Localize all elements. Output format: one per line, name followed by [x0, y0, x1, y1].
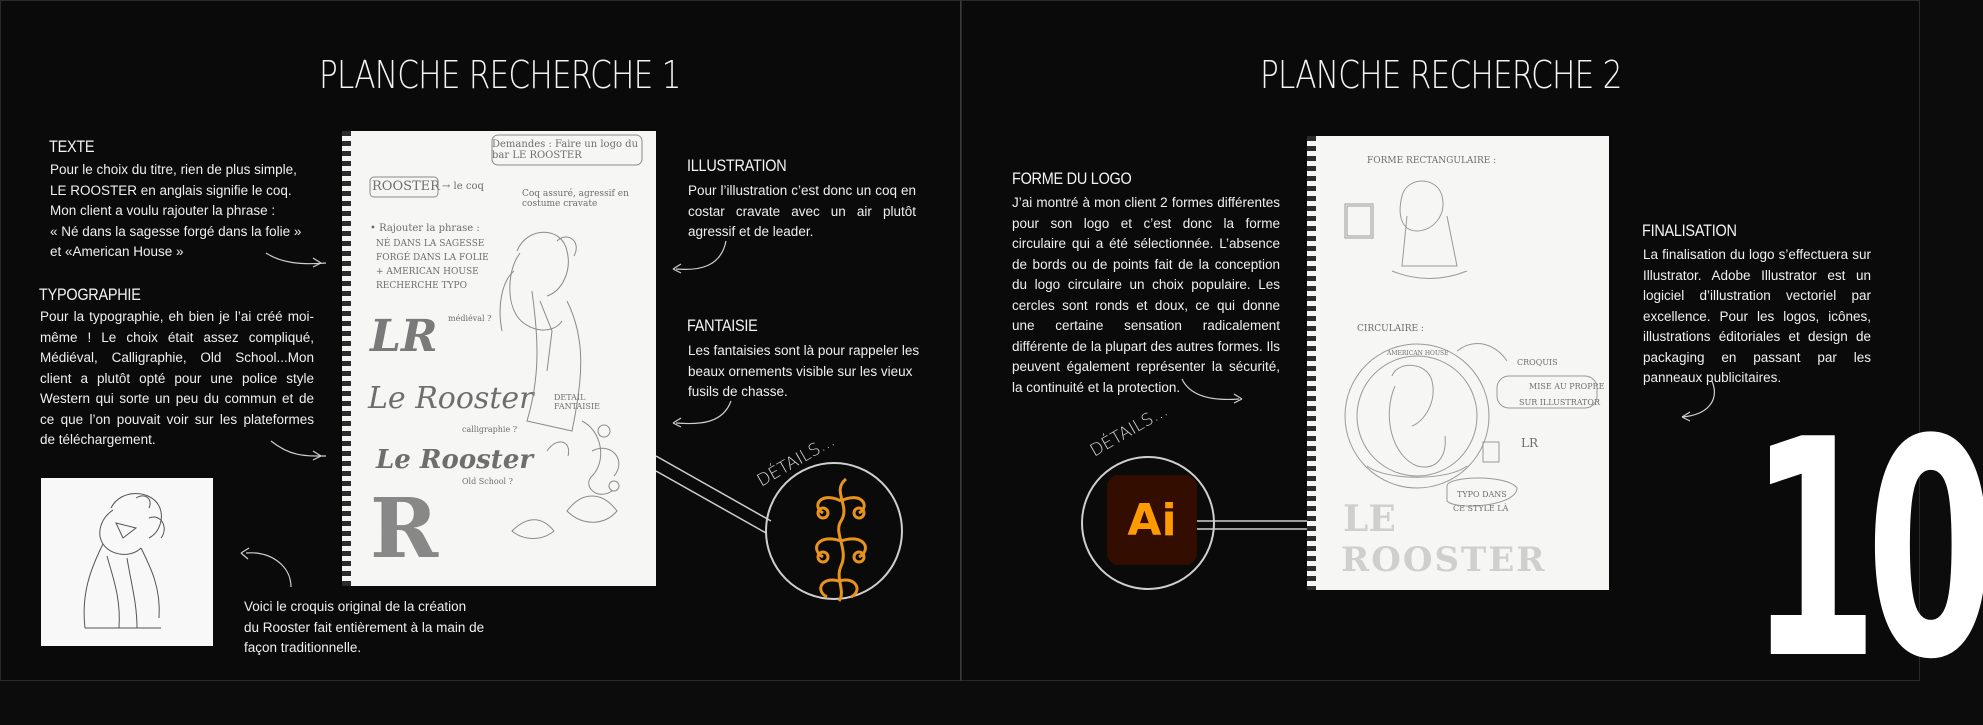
illustrator-logo-icon: Ai	[1107, 475, 1197, 565]
details-label: DÉTAILS...	[1086, 400, 1172, 462]
sketch-phrase-line: FORGÉ DANS LA FOLIE	[376, 253, 489, 263]
forme-heading: FORME DU LOGO	[1012, 169, 1132, 188]
sketch-detail-fantaisie: DETAIL FANTAISIE	[554, 393, 600, 411]
fantaisie-heading: FANTAISIE	[687, 316, 758, 335]
typographie-body: Pour la typographie, eh bien je l’ai créé moi-même ! Le choix était assez compliqué, Médiéval, Calligraphie, Old School...Mon client a plutôt opté pour une police style Western qui sorte un peu du commun et de ce que l’on pouvait voir sur les plateformes de téléchargement.	[40, 309, 314, 447]
sketch-rooster: ROOSTER	[372, 179, 440, 194]
page-number	[1749, 376, 1983, 725]
sketch-note: Demandes : Faire un logo du bar LE ROOSTER	[492, 139, 639, 161]
page-right	[961, 0, 1983, 725]
sketch-mise: MISE AU PROPRE	[1529, 382, 1605, 391]
magnifier-handle	[656, 456, 771, 533]
sketch-phrase-line: RECHERCHE TYPO	[376, 281, 467, 291]
details-label: DÉTAILS...	[753, 430, 839, 492]
sketch-phrase-line: NÉ DANS LA SAGESSE	[376, 239, 485, 249]
page1-connectors	[1, 1, 962, 682]
sketch-r: R	[370, 481, 439, 577]
texte-line: Pour le choix du titre, rien de plus simple,	[50, 162, 297, 177]
illustration-heading: ILLUSTRATION	[687, 156, 787, 175]
sketch-rect: FORME RECTANGULAIRE :	[1367, 156, 1497, 166]
page-title: PLANCHE RECHERCHE 1	[319, 53, 681, 97]
sketch-phrase-title: • Rajouter la phrase :	[370, 223, 480, 234]
page-title: PLANCHE RECHERCHE 2	[1260, 53, 1622, 97]
finalisation-body: La finalisation du logo s’effectuera sur Illustrator. Adobe Illustrator est un logiciel d’illustration vectoriel par excellence. Pour les logos, icônes, illustrations éditoriales et design de packaging en passant par les panneaux publicitaires.	[1643, 247, 1871, 385]
sketch-le-rooster-2: Le Rooster	[376, 445, 534, 475]
sketch-old-school: Old School ?	[462, 477, 513, 486]
forme-body: J’ai montré à mon client 2 formes différentes pour son logo et c’est donc la forme circulaire qui a été sélectionnée. L’absence de bords ou de points fait de la conception du logo circulaire un choix populaire. Les cercles sont ronds et doux, ce qui donne une certaine sensation radicalement différente de la plupart des autres formes. Ils peuvent également représenter la sécurité, la continuité et la protection.	[1012, 195, 1280, 395]
sketch-coq-note: Coq assuré, agressif en costume cravate	[522, 189, 629, 209]
sketch-lr: LR	[1521, 436, 1539, 450]
fantaisie-body: Les fantaisies sont là pour rappeler les beaux ornements visible sur les vieux fusils de chasse.	[688, 343, 920, 399]
arrow-fantaisie	[676, 401, 731, 424]
illustration-body: Pour l’illustration c’est donc un coq en costar cravate avec un air plutôt agressif et de leader.	[688, 183, 916, 239]
sketch-le-rooster-1: Le Rooster	[368, 381, 534, 416]
arrow-croquis	[246, 553, 291, 587]
sketch-croquis: CROQUIS	[1517, 358, 1558, 367]
sketch-phrase-line: + AMERICAN HOUSE	[376, 267, 479, 277]
page-left	[0, 0, 961, 681]
typographie-heading: TYPOGRAPHIE	[39, 285, 141, 304]
sketch-medieval: médiéval ?	[448, 314, 492, 323]
magnifier-handle	[1190, 521, 1307, 529]
arrow-forme	[1182, 379, 1239, 399]
texte-line: « Né dans la sagesse forgé dans la folie »	[50, 223, 302, 239]
sketch-coq: → le coq	[442, 181, 484, 192]
sketch-circ: CIRCULAIRE :	[1357, 324, 1424, 334]
sketch-sur: SUR ILLUSTRATOR	[1519, 398, 1600, 407]
croquis-line: du Rooster fait entièrement à la main de	[244, 619, 485, 635]
sketch-style: CE STYLE LÀ	[1453, 504, 1509, 513]
texte-line: LE ROOSTER en anglais signifie le coq.	[50, 182, 292, 198]
sketch-ah: AMERICAN HOUSE	[1387, 350, 1449, 357]
croquis-line: Voici le croquis original de la création	[244, 599, 467, 614]
croquis-line: façon traditionnelle.	[244, 640, 362, 655]
ornament-detail	[817, 479, 866, 601]
sketch-typo: TYPO DANS	[1457, 490, 1507, 499]
texte-line: Mon client a voulu rajouter la phrase :	[50, 203, 276, 218]
texte-line: et «American House »	[50, 244, 184, 259]
finalisation-heading: FINALISATION	[1642, 221, 1737, 240]
arrow-illustration	[676, 241, 726, 269]
sketch-le: LE	[1343, 498, 1396, 540]
texte-heading: TEXTE	[49, 137, 95, 156]
arrow-finalisation	[1682, 381, 1714, 417]
arrow-texte	[266, 253, 326, 264]
sketch-lr: LR	[370, 311, 438, 362]
sketch-calligraphie: calligraphie ?	[462, 425, 518, 434]
page-number-text: 10	[1749, 376, 1983, 725]
sketch-rooster: ROOSTER	[1341, 540, 1547, 580]
